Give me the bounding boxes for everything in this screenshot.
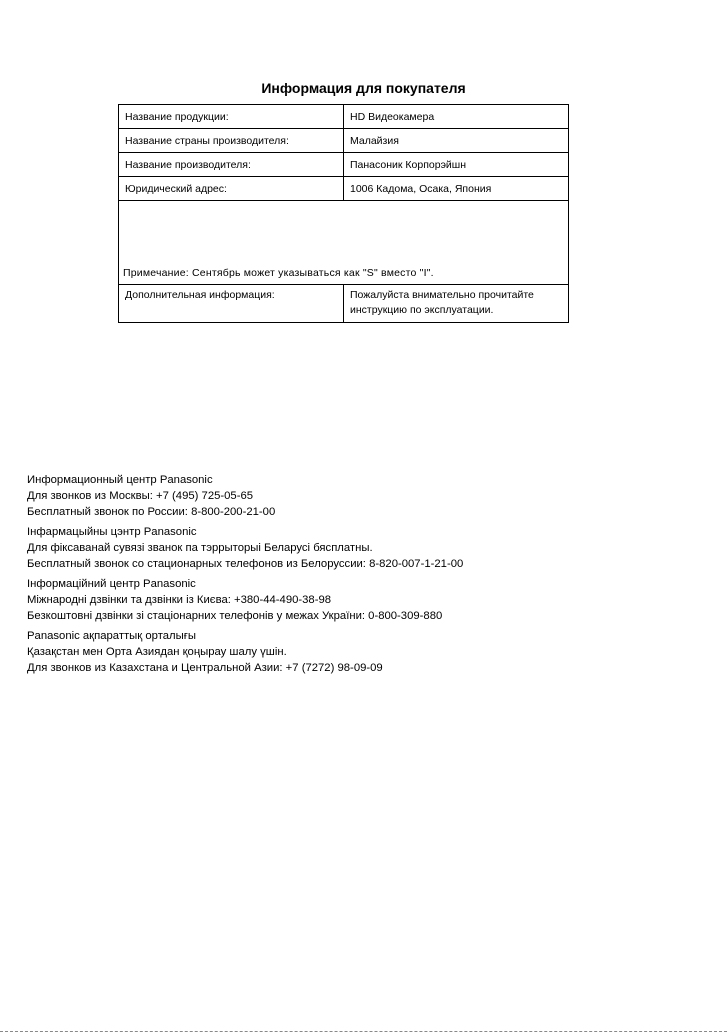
table-row <box>119 105 569 129</box>
table-row <box>119 129 569 153</box>
row-label: Название продукции: <box>119 105 344 129</box>
contact-info <box>27 472 717 680</box>
contact-line: Panasonic ақпараттық орталығы <box>27 630 196 642</box>
contact-line: Бесплатный звонок со стационарных телефонов из Белоруссии: 8-820-007-1-21-00 <box>27 558 464 570</box>
note-text: Примечание: Сентябрь может указываться как "S" вместо "I". <box>119 201 569 285</box>
extra-info-value: Пожалуйста внимательно прочитайте инструкцию по эксплуатации. <box>344 285 569 323</box>
contact-group-belarus <box>27 524 717 572</box>
contact-line: Қазақстан мен Орта Азиядан қоңырау шалу үшін. <box>27 646 287 658</box>
extra-info-label: Дополнительная информация: <box>119 285 344 323</box>
extra-info-row <box>119 285 569 323</box>
row-label: Название страны производителя: <box>119 129 344 153</box>
table-row <box>119 153 569 177</box>
contact-group-ukraine <box>27 576 717 624</box>
contact-group-kazakhstan <box>27 628 717 676</box>
contact-line: Бесплатный звонок по России: 8-800-200-21-00 <box>27 506 276 518</box>
page-title: Информация для покупателя <box>261 80 466 96</box>
contact-group-russia <box>27 472 717 520</box>
page-bottom-divider <box>0 1031 727 1032</box>
contact-line: Міжнародні дзвінки та дзвінки із Києва: +380-44-490-38-98 <box>27 594 332 606</box>
contact-line: Інфармацыйны цэнтр Panasonic <box>27 526 197 538</box>
note-row <box>119 201 569 285</box>
row-value: HD Видеокамера <box>344 105 569 129</box>
contact-line: Для фіксаванай сувязі званок па тэррыторыі Беларусі бясплатны. <box>27 542 373 554</box>
row-label: Название производителя: <box>119 153 344 177</box>
table-row <box>119 177 569 201</box>
contact-line: Інформаційний центр Panasonic <box>27 578 196 590</box>
contact-line: Для звонков из Москвы: +7 (495) 725-05-65 <box>27 490 254 502</box>
contact-line: Для звонков из Казахстана и Центральной Азии: +7 (7272) 98-09-09 <box>27 662 383 674</box>
row-value: Панасоник Корпорэйшн <box>344 153 569 177</box>
contact-line: Информационный центр Panasonic <box>27 474 213 486</box>
row-label: Юридический адрес: <box>119 177 344 201</box>
row-value: Малайзия <box>344 129 569 153</box>
customer-info-table <box>118 104 569 323</box>
contact-line: Безкоштовні дзвінки зі стаціонарних телефонів у межах України: 0-800-309-880 <box>27 610 443 622</box>
row-value: 1006 Кадома, Осака, Япония <box>344 177 569 201</box>
